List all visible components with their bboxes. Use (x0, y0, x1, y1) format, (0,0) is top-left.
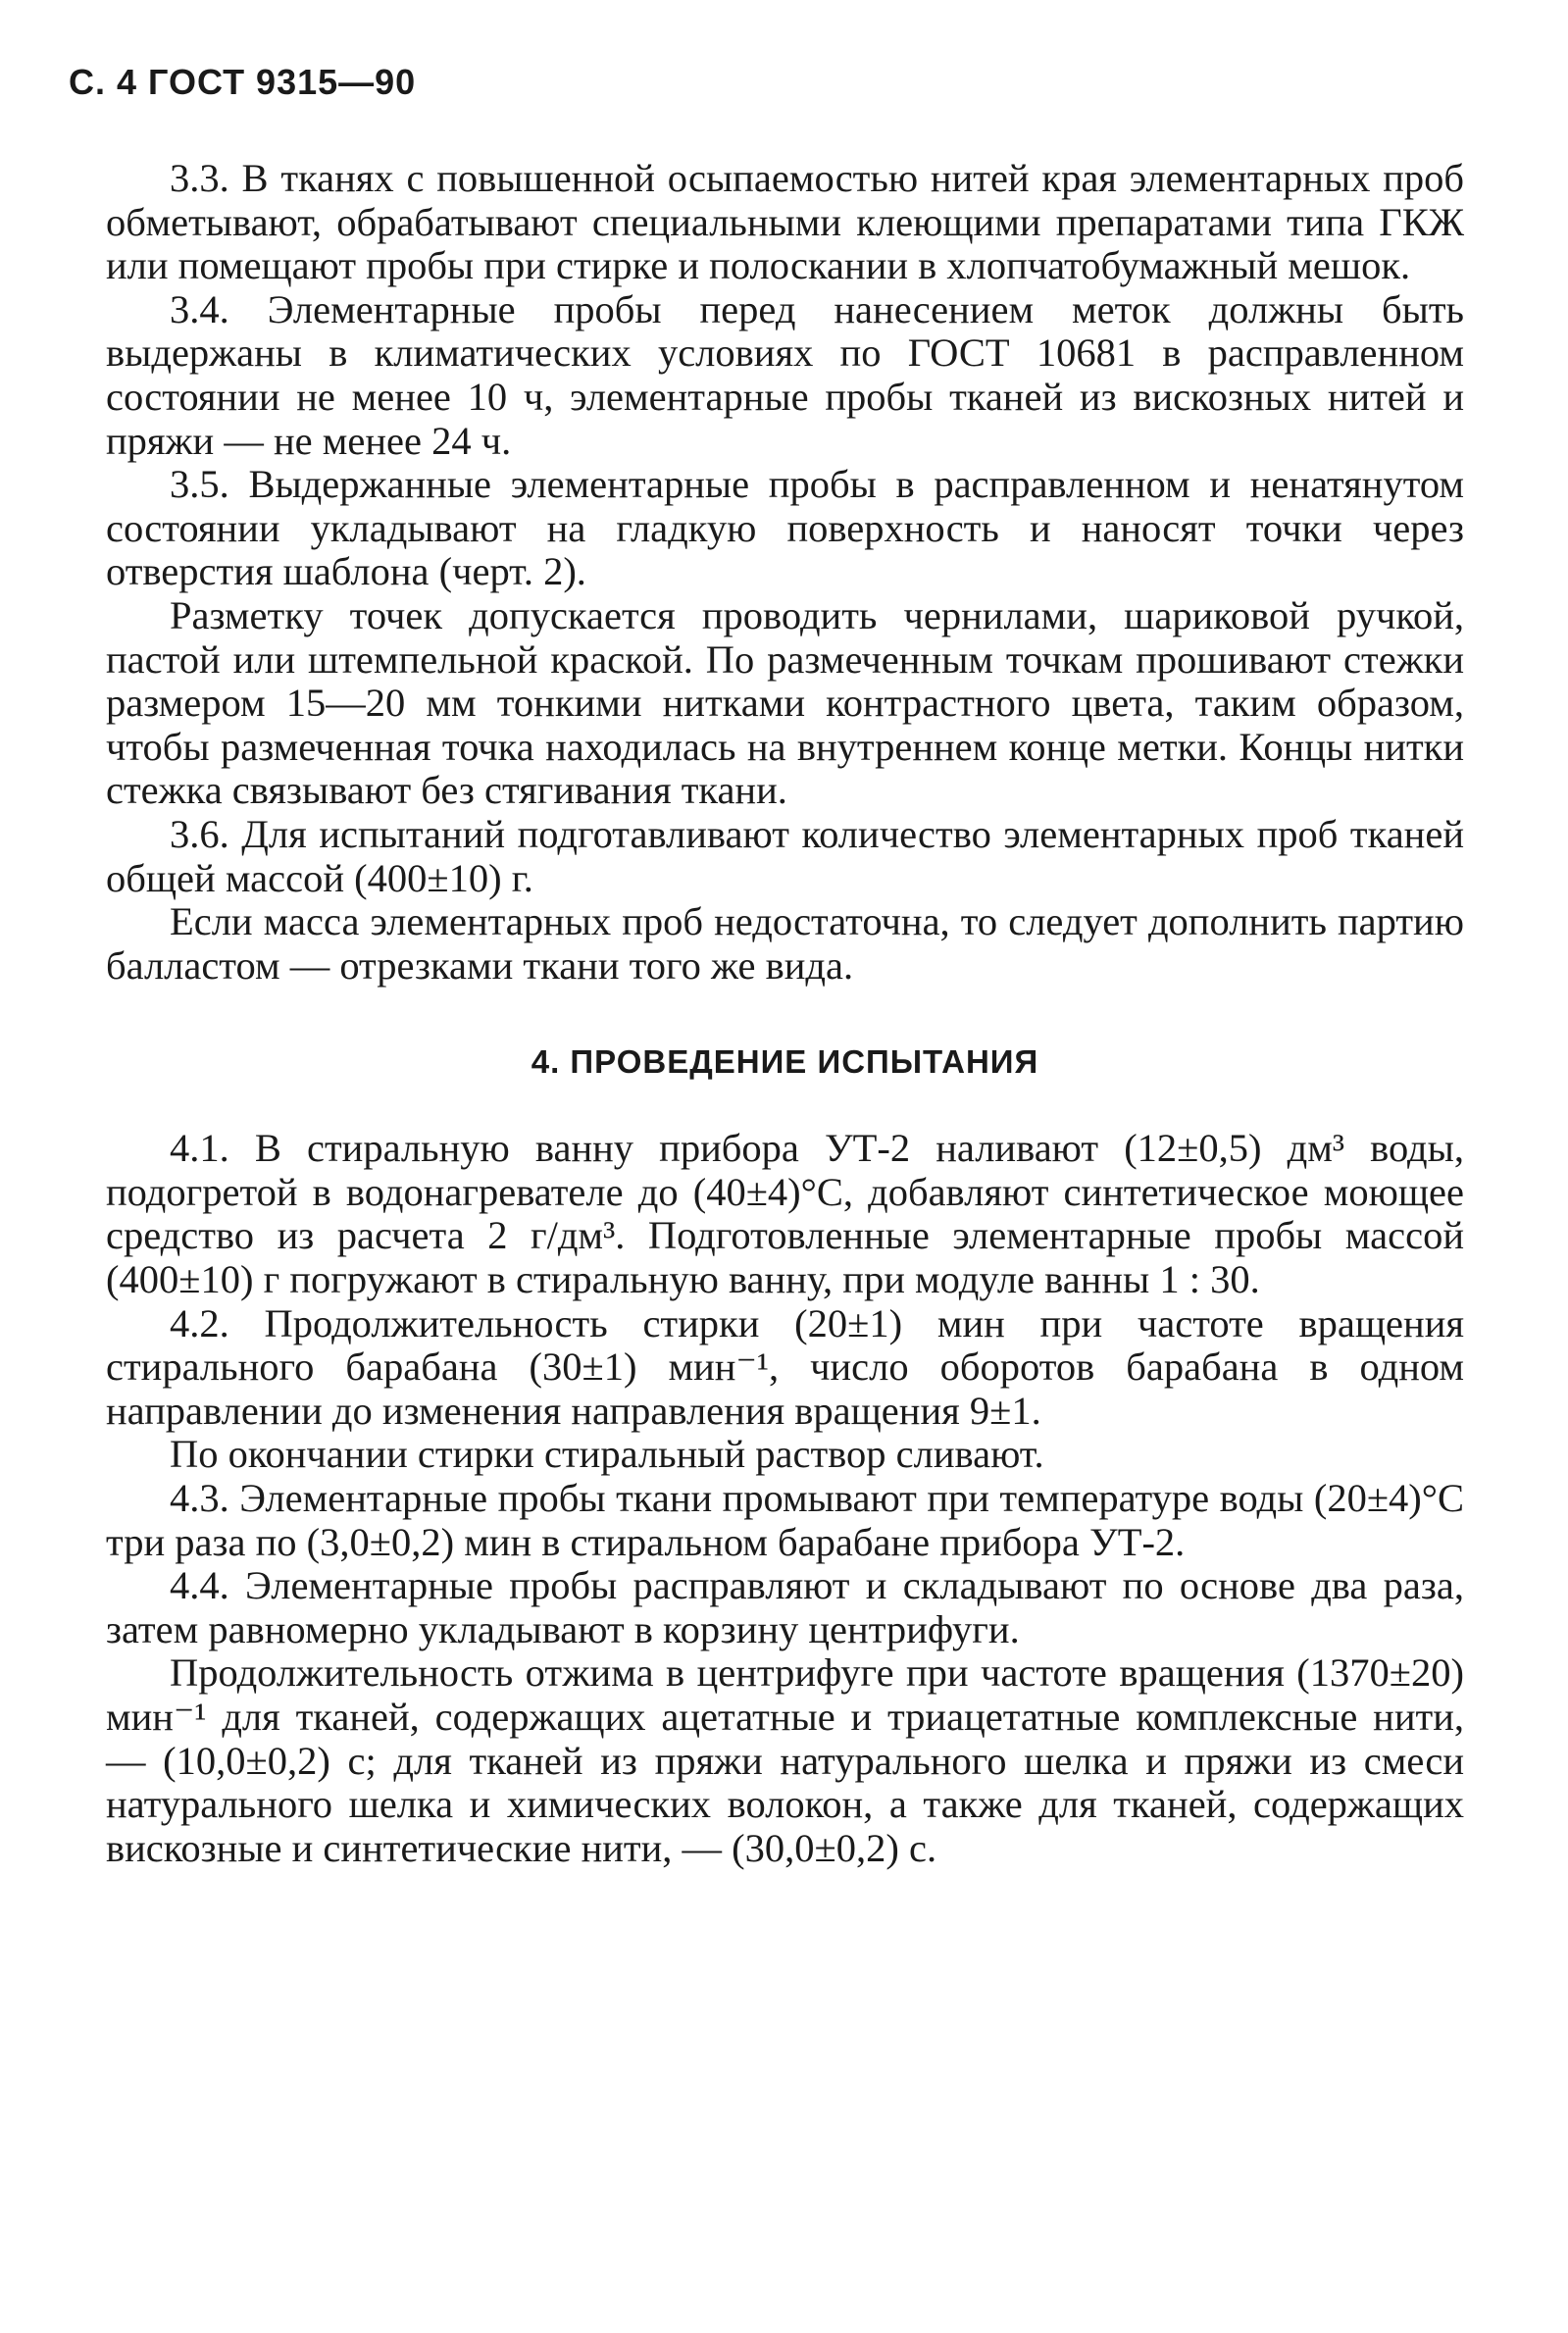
clause-4-4-spin: Продолжительность отжима в центрифуге при частоте вращения (1370±20) мин⁻¹ для тканей, содержащих ацетатные и триацетатные комплексные нити, — (10,0±0,2) с; для тканей из пряжи натурального шелка и пряжи из смеси натурального шелка и химических волокон, а также для тканей, содержащих вискозные и синтетические нити, — (30,0±0,2) с. (106, 1650, 1464, 1870)
clause-3-4: 3.4. Элементарные пробы перед нанесением меток должны быть выдержаны в климатических условиях по ГОСТ 10681 в расправленном состоянии не менее 10 ч, элементарные пробы тканей из вискозных нитей и пряжи — не менее 24 ч. (106, 286, 1464, 463)
clause-4-3: 4.3. Элементарные пробы ткани промывают при температуре воды (20±4)°С три раза по (3,0±0,2) мин в стиральном барабане прибора УТ-2. (106, 1476, 1464, 1564)
clause-3-5-marking: Разметку точек допускается проводить чернилами, шариковой ручкой, пастой или штемпельной краской. По размеченным точкам прошивают стежки размером 15—20 мм тонкими нитками контрастного цвета, таким образом, чтобы размеченная точка находилась на внутреннем конце метки. Концы нитки стежка связывают без стягивания ткани. (106, 592, 1464, 813)
clause-4-4: 4.4. Элементарные пробы расправляют и складывают по основе два раза, затем равномерно укладывают в корзину центрифуги. (106, 1563, 1464, 1651)
clause-3-6-ballast: Если масса элементарных проб недостаточна, то следует дополнить партию балластом — отрезками ткани того же вида. (106, 899, 1464, 988)
clause-4-1: 4.1. В стиральную ванну прибора УТ-2 наливают (12±0,5) дм³ воды, подогретой в водонагревателе до (40±4)°С, добавляют синтетическое моющее средство из расчета 2 г/дм³. Подготовленные элементарные пробы массой (400±10) г погружают в стиральную ванну, при модуле ванны 1 : 30. (106, 1126, 1464, 1302)
page-header: С. 4 ГОСТ 9315—90 (69, 62, 417, 102)
clause-3-6: 3.6. Для испытаний подготавливают количество элементарных проб тканей общей массой (400±10) г. (106, 811, 1464, 900)
clause-3-5: 3.5. Выдержанные элементарные пробы в расправленном и ненатянутом состоянии укладывают на гладкую поверхность и наносят точки через отверстия шаблона (черт. 2). (106, 462, 1464, 594)
clause-4-2: 4.2. Продолжительность стирки (20±1) мин при частоте вращения стирального барабана (30±1) мин⁻¹, число оборотов барабана в одном направлении до изменения направления вращения 9±1. (106, 1300, 1464, 1433)
document-body (106, 157, 1464, 1870)
clause-4-2-drain: По окончании стирки стиральный раствор сливают. (170, 1432, 1044, 1477)
section-4-title: 4. ПРОВЕДЕНИЕ ИСПЫТАНИЯ (531, 1043, 1039, 1081)
clause-3-3: 3.3. В тканях с повышенной осыпаемостью нитей края элементарных проб обметывают, обрабатывают специальными клеющими препаратами типа ГКЖ или помещают пробы при стирке и полоскании в хлопчатобумажный мешок. (106, 156, 1464, 288)
